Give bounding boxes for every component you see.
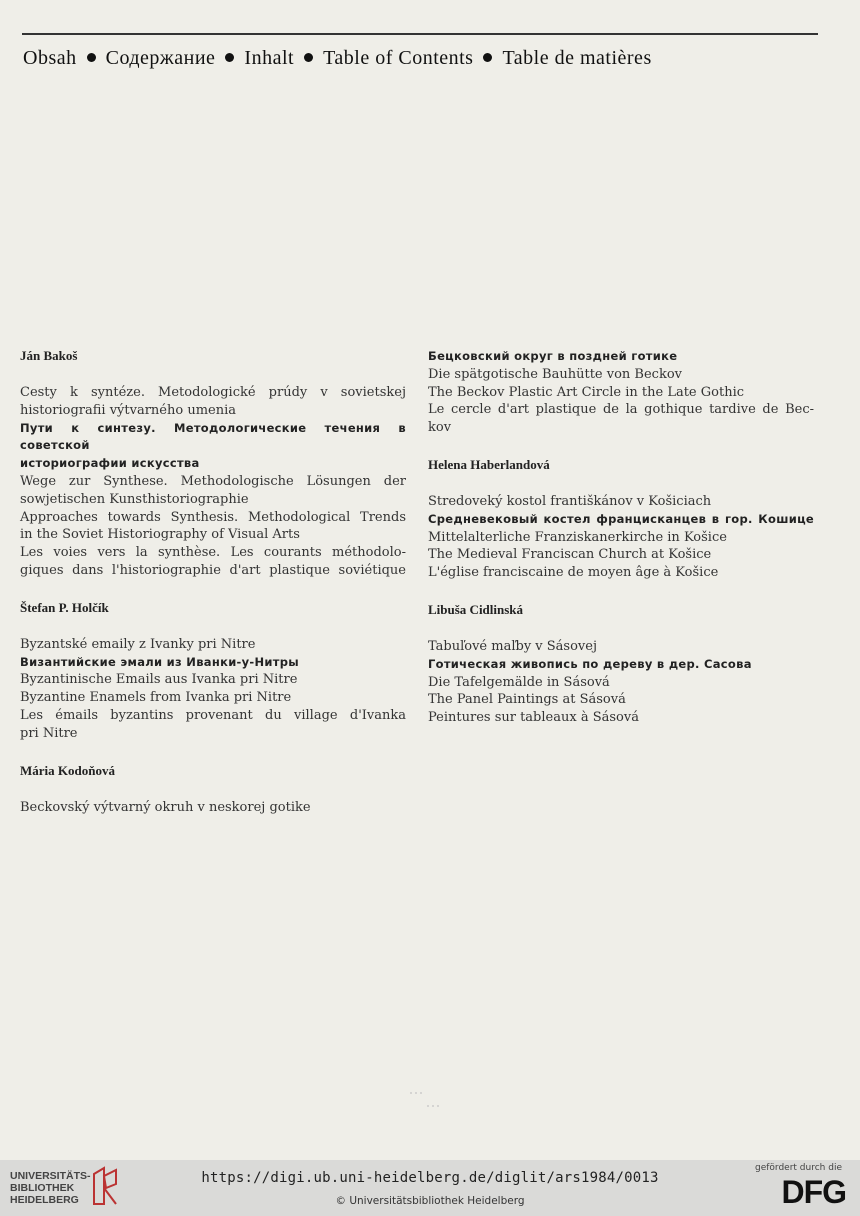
entry-line: kov xyxy=(428,420,452,436)
entry-line: The Medieval Franciscan Church at Košice xyxy=(428,547,712,563)
entry-line: Die spätgotische Bauhütte von Beckov xyxy=(428,366,683,382)
title-item: Inhalt xyxy=(244,47,295,69)
entry-line: Mittelalterliche Franziskanerkirche in Košice xyxy=(428,529,727,545)
entry-line: Byzantské emaily z Ivanky pri Nitre xyxy=(20,636,256,652)
bullet-separator xyxy=(304,53,313,62)
entry-line: Beckovský výtvarný okruh v neskorej gotike xyxy=(20,799,311,815)
entry-line: giques dans l'historiographie d'art plastique soviétique xyxy=(20,562,406,578)
entry-titles xyxy=(20,636,406,743)
left-column xyxy=(20,348,406,836)
document-url-link[interactable]: https://digi.ub.uni-heidelberg.de/diglit/ars1984/0013 xyxy=(201,1170,659,1186)
entry-line: Byzantinische Emails aus Ivanka pri Nitre xyxy=(20,672,298,688)
page-title xyxy=(23,47,823,70)
title-item: Содержание xyxy=(105,47,216,69)
entry-line: Бецковский округ в поздней готике xyxy=(428,349,678,363)
funding-note: gefördert durch die xyxy=(755,1163,842,1173)
entry-line: Tabuľové maľby v Sásovej xyxy=(428,638,597,654)
entry-line: историографии искусства xyxy=(20,456,200,471)
entry-line: pri Nitre xyxy=(20,725,78,741)
entry-line: Les voies vers la synthèse. Les courants méthodolo- xyxy=(20,545,406,561)
entry-line: The Panel Paintings at Sásová xyxy=(428,692,626,708)
entry-line: Le cercle d'art plastique de la gothique tardive de Bec- xyxy=(428,402,814,418)
copyright-text: © Universitätsbibliothek Heidelberg xyxy=(335,1195,525,1207)
scan-artifact-marks xyxy=(405,1088,455,1118)
entry-line: Пути к синтезу. Методологические течения в советской xyxy=(20,420,406,453)
author-name: Libuša Cidlinská xyxy=(428,601,524,617)
entry-titles xyxy=(428,493,814,582)
entry-line: Византийские эмали из Иванки-у-Нитры xyxy=(20,654,299,669)
toc-entry xyxy=(428,602,814,727)
entry-line: historiografii výtvarného umenia xyxy=(20,402,236,418)
bullet-separator xyxy=(87,53,96,62)
library-logo-text: UNIVERSITÄTS- BIBLIOTHEK HEIDELBERG xyxy=(10,1170,91,1206)
viewer-footer xyxy=(0,1160,860,1216)
title-item: Table de matières xyxy=(502,47,652,69)
toc-entry xyxy=(20,763,406,817)
dfg-logo: DFG xyxy=(781,1174,846,1210)
entry-line: sowjetischen Kunsthistoriographie xyxy=(20,491,249,507)
right-column xyxy=(428,348,814,747)
author-name: Helena Haberlandová xyxy=(428,456,550,472)
bullet-separator xyxy=(225,53,234,62)
author-name: Ján Bakoš xyxy=(20,348,78,363)
entry-line: Die Tafelgemälde in Sásová xyxy=(428,674,610,690)
entry-line: Готическая живопись по дереву в дер. Сасова xyxy=(428,656,752,671)
entry-line: Les émails byzantins provenant du village d'Ivanka xyxy=(20,707,406,723)
entry-line: Peintures sur tableaux à Sásová xyxy=(428,710,639,726)
entry-line: Approaches towards Synthesis. Methodological Trends xyxy=(20,509,406,525)
entry-line: Cesty k syntéze. Metodologické prúdy v sovietskej xyxy=(20,385,406,400)
title-item: Obsah xyxy=(23,47,77,69)
author-name: Mária Kodoňová xyxy=(20,762,115,778)
toc-entry xyxy=(20,348,406,580)
entry-line: Stredoveký kostol františkánov v Košiciach xyxy=(428,493,712,509)
entry-line: L'église franciscaine de moyen âge à Košice xyxy=(428,565,719,581)
entry-titles xyxy=(20,799,406,817)
entry-line: in the Soviet Historiography of Visual Arts xyxy=(20,527,300,543)
entry-line: Средневековый костел францисканцев в гор. Кошице xyxy=(428,511,814,526)
entry-titles xyxy=(20,384,406,580)
entry-titles xyxy=(428,638,814,727)
toc-entry-continued xyxy=(428,348,814,437)
toc-entry xyxy=(20,600,406,743)
entry-line: The Beckov Plastic Art Circle in the Late Gothic xyxy=(428,384,745,400)
title-item: Table of Contents xyxy=(323,47,474,69)
entry-titles xyxy=(428,348,814,437)
author-name: Štefan P. Holčík xyxy=(20,599,109,615)
bullet-separator xyxy=(483,53,492,62)
toc-entry xyxy=(428,457,814,582)
top-rule xyxy=(22,33,818,35)
entry-line: Byzantine Enamels from Ivanka pri Nitre xyxy=(20,690,292,706)
entry-line: Wege zur Synthese. Methodologische Lösungen der xyxy=(20,473,406,489)
